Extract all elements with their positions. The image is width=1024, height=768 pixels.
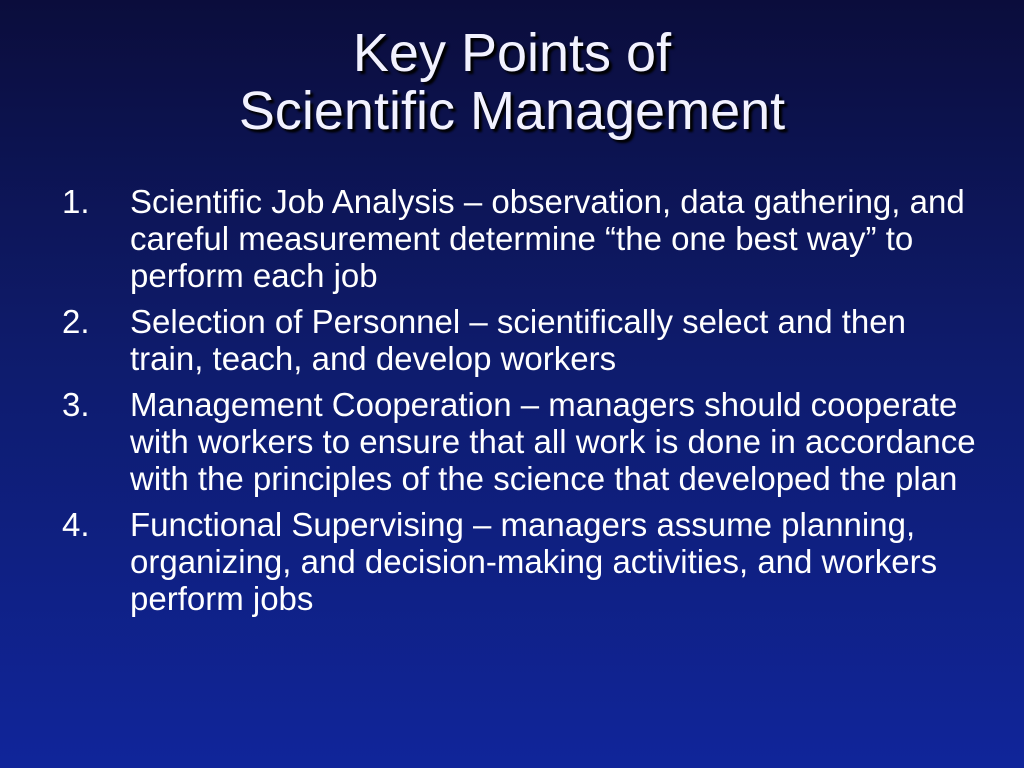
list-item-2: [62, 303, 982, 377]
title-line-2: Scientific Management: [238, 81, 786, 141]
list-item-3: [62, 386, 982, 497]
list-item-text: Scientific Job Analysis – observation, data gathering, and careful measurement determine “the one best way” to perform each job: [130, 183, 965, 294]
list-item-4: [62, 506, 982, 617]
list-item-text: Selection of Personnel – scientifically select and then train, teach, and develop workers: [130, 303, 906, 377]
slide-title: [0, 24, 1024, 140]
list-item-number: 3.: [62, 386, 90, 423]
list-item-number: 2.: [62, 303, 90, 340]
list-item-text: Management Cooperation – managers should cooperate with workers to ensure that all work is done in accordance with the principles of the science that developed the plan: [130, 386, 976, 497]
key-points-list: [62, 183, 982, 626]
list-item-1: [62, 183, 982, 294]
title-line-1: Key Points of: [352, 23, 672, 83]
list-item-text: Functional Supervising – managers assume planning, organizing, and decision-making activities, and workers perform jobs: [130, 506, 938, 617]
list-item-number: 1.: [62, 183, 90, 220]
list-item-number: 4.: [62, 506, 90, 543]
